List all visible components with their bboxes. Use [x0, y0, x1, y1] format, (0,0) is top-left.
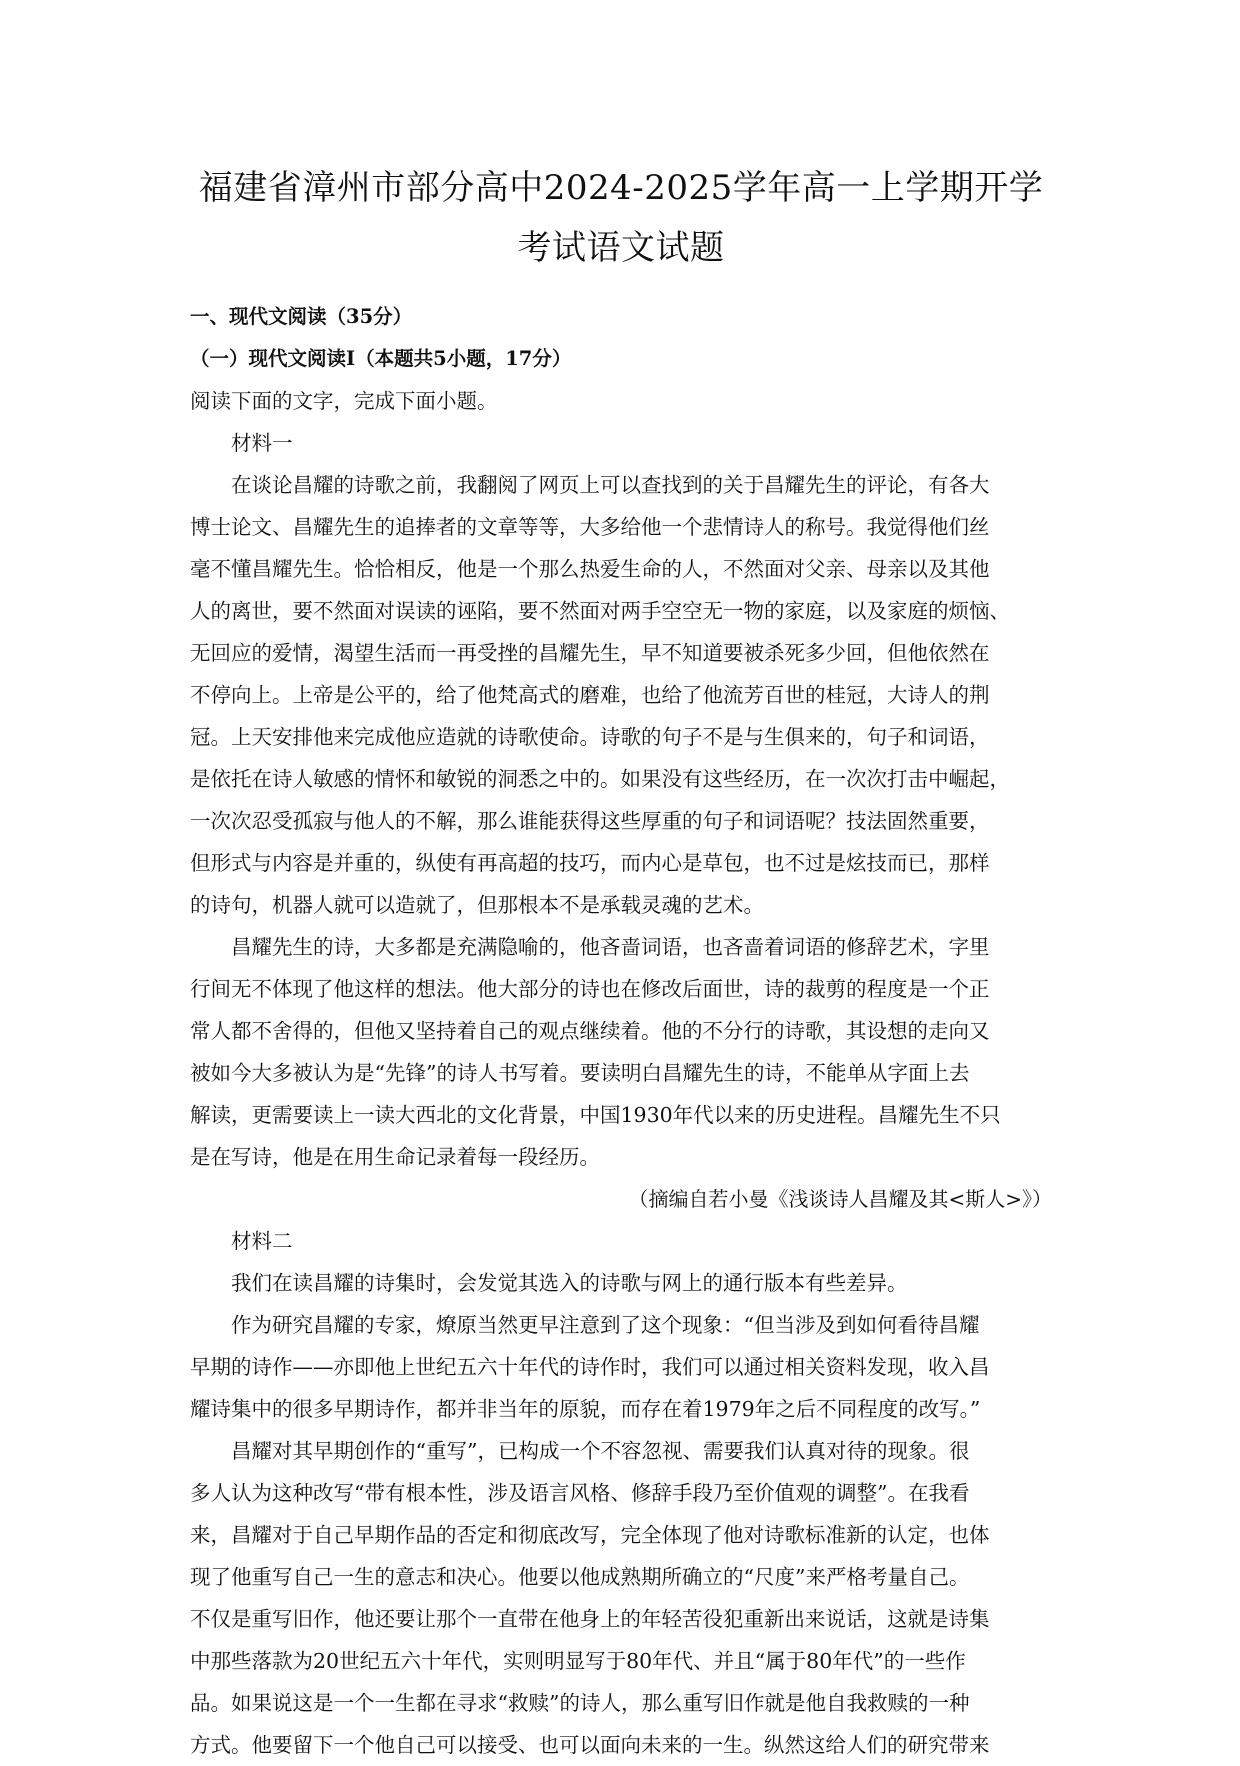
text-line: 无回应的爱情，渴望生活而一再受挫的昌耀先生，早不知道要被杀死多少回，但他依然在	[190, 641, 990, 665]
text-line: 中那些落款为20世纪五六十年代，实则明显写于80年代、并且“属于80年代”的一些作	[190, 1649, 966, 1673]
text-line: 现了他重写自己一生的意志和决心。他要以他成熟期所确立的“尺度”来严格考量自己。	[190, 1565, 970, 1589]
text-line: 的诗句，机器人就可以造就了，但那根本不是承载灵魂的艺术。	[190, 893, 764, 917]
document-title-line1: 福建省漳州市部分高中2024-2025学年高一上学期开学	[198, 168, 1044, 208]
text-line: 解读，更需要读上一读大西北的文化背景，中国1930年代以来的历史进程。昌耀先生不只	[190, 1103, 1001, 1127]
text-line: 是在写诗，他是在用生命记录着每一段经历。	[190, 1145, 600, 1169]
text-line: 但形式与内容是并重的，纵使有再高超的技巧，而内心是草包，也不过是炫技而已，那样	[190, 851, 990, 875]
text-line: 不仅是重写旧作，他还要让那个一直带在他身上的年轻苦役犯重新出来说话，这就是诗集	[190, 1607, 990, 1631]
text-line: 品。如果说这是一个一生都在寻求“救赎”的诗人，那么重写旧作就是他自我救赎的一种	[190, 1691, 970, 1715]
material2-label: 材料二	[231, 1229, 293, 1253]
section-heading-modern-reading: 一、现代文阅读（35分）	[190, 305, 413, 328]
reading-instruction: 阅读下面的文字，完成下面小题。	[190, 389, 498, 413]
text-line: 作为研究昌耀的专家，燎原当然更早注意到了这个现象：“但当涉及到如何看待昌耀	[231, 1313, 980, 1337]
text-line: 毫不懂昌耀先生。恰恰相反，他是一个那么热爱生命的人，不然面对父亲、母亲以及其他	[190, 557, 990, 581]
document-title-line2: 考试语文试题	[517, 228, 725, 268]
text-line: 博士论文、昌耀先生的追捧者的文章等等，大多给他一个悲情诗人的称号。我觉得他们丝	[190, 515, 990, 539]
text-line: 在谈论昌耀的诗歌之前，我翻阅了网页上可以查找到的关于昌耀先生的评论，有各大	[231, 473, 990, 497]
text-line: 不停向上。上帝是公平的，给了他梵高式的磨难，也给了他流芳百世的桂冠，大诗人的荆	[190, 683, 990, 707]
text-line: 是依托在诗人敏感的情怀和敏锐的洞悉之中的。如果没有这些经历，在一次次打击中崛起，	[190, 767, 1010, 791]
material1-label: 材料一	[231, 431, 293, 455]
text-line: 一次次忍受孤寂与他人的不解，那么谁能获得这些厚重的句子和词语呢？技法固然重要，	[190, 809, 990, 833]
text-line: 我们在读昌耀的诗集时，会发觉其选入的诗歌与网上的通行版本有些差异。	[231, 1271, 908, 1295]
text-line: 常人都不舍得的，但他又坚持着自己的观点继续着。他的不分行的诗歌，其设想的走向又	[190, 1019, 990, 1043]
material1-paragraph1	[190, 464, 1052, 926]
text-line: 冠。上天安排他来完成他应造就的诗歌使命。诗歌的句子不是与生俱来的，句子和词语，	[190, 725, 990, 749]
material1-paragraph2	[190, 926, 1052, 1178]
material2-paragraph2	[190, 1304, 1052, 1430]
text-line: 昌耀对其早期创作的“重写”，已构成一个不容忽视、需要我们认真对待的现象。很	[231, 1439, 970, 1463]
subsection-heading-reading-one: （一）现代文阅读Ⅰ（本题共5小题，17分）	[190, 347, 572, 370]
text-line: 早期的诗作——亦即他上世纪五六十年代的诗作时，我们可以通过相关资料发现，收入昌	[190, 1355, 990, 1379]
text-line: 来，昌耀对于自己早期作品的否定和彻底改写，完全体现了他对诗歌标准新的认定，也体	[190, 1523, 990, 1547]
text-line: 昌耀先生的诗，大多都是充满隐喻的，他吝啬词语，也吝啬着词语的修辞艺术，字里	[231, 935, 990, 959]
text-line: 耀诗集中的很多早期诗作，都并非当年的原貌，而存在着1979年之后不同程度的改写。”	[190, 1397, 981, 1421]
text-line: 人的离世，要不然面对误读的诬陷，要不然面对两手空空无一物的家庭，以及家庭的烦恼、	[190, 599, 1010, 623]
exam-page	[190, 158, 1052, 1766]
text-line: 被如今大多被认为是“先锋”的诗人书写着。要读明白昌耀先生的诗，不能单从字面上去	[190, 1061, 970, 1085]
text-line: 行间无不体现了他这样的想法。他大部分的诗也在修改后面世，诗的裁剪的程度是一个正	[190, 977, 990, 1001]
material2-paragraph3	[190, 1430, 1052, 1766]
text-line: 方式。他要留下一个他自己可以接受、也可以面向未来的一生。纵然这给人们的研究带来	[190, 1733, 990, 1757]
material2-paragraph1	[190, 1262, 1052, 1304]
text-line: 多人认为这种改写“带有根本性，涉及语言风格、修辞手段乃至价值观的调整”。在我看	[190, 1481, 970, 1505]
material1-source: （摘编自若小曼《浅谈诗人昌耀及其<斯人>》）	[628, 1187, 1052, 1211]
